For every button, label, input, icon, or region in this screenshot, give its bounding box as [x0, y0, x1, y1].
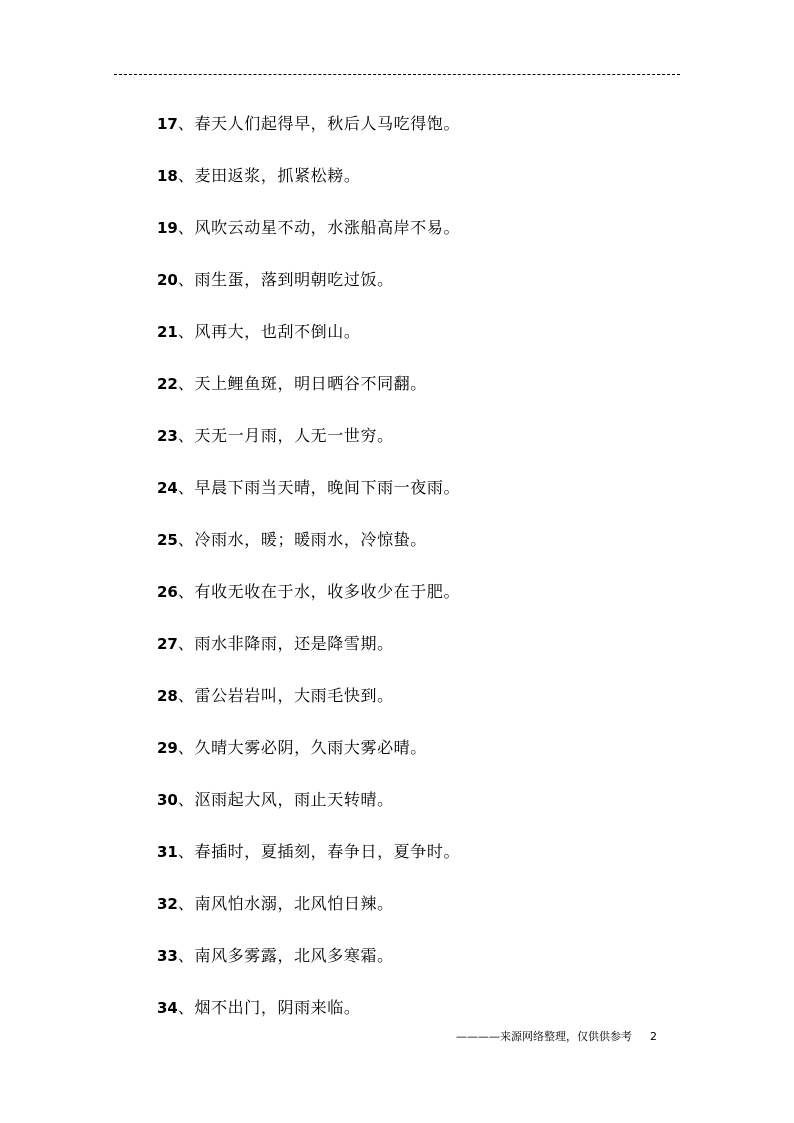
- list-item: [157, 528, 427, 552]
- item-number: 22: [157, 375, 178, 393]
- item-text: 、南风多雾露，北风多寒霜。: [177, 946, 394, 965]
- list-item: [157, 840, 460, 864]
- list-item: [157, 164, 360, 188]
- list-item: [157, 112, 460, 136]
- item-text: 、春插时，夏插刻，春争日，夏争时。: [177, 842, 461, 861]
- item-number: 29: [157, 739, 178, 757]
- item-number: 18: [157, 167, 178, 185]
- list-item: [157, 892, 394, 916]
- item-text: 、雷公岩岩叫，大雨毛快到。: [177, 686, 394, 705]
- item-text: 、烟不出门，阴雨来临。: [177, 998, 361, 1017]
- item-text: 、天无一月雨，人无一世穷。: [177, 426, 394, 445]
- item-text: 、冷雨水，暖；暖雨水，冷惊蛰。: [177, 530, 427, 549]
- item-text: 、沤雨起大风，雨止天转晴。: [177, 790, 394, 809]
- item-number: 19: [157, 219, 178, 237]
- item-number: 21: [157, 323, 178, 341]
- item-text: 、早晨下雨当天晴，晚间下雨一夜雨。: [177, 478, 461, 497]
- list-item: [157, 580, 460, 604]
- item-text: 、麦田返浆，抓紧松耪。: [177, 166, 361, 185]
- list-item: [157, 684, 394, 708]
- item-text: 、雨水非降雨，还是降雪期。: [177, 634, 394, 653]
- list-item: [157, 424, 394, 448]
- list-item: [157, 996, 360, 1020]
- item-number: 24: [157, 479, 178, 497]
- list-item: [157, 320, 360, 344]
- item-number: 26: [157, 583, 178, 601]
- item-text: 、风吹云动星不动，水涨船高岸不易。: [177, 218, 461, 237]
- item-number: 25: [157, 531, 178, 549]
- list-item: [157, 216, 460, 240]
- item-number: 17: [157, 115, 178, 133]
- item-text: 、风再大，也刮不倒山。: [177, 322, 361, 341]
- item-number: 32: [157, 895, 178, 913]
- item-number: 34: [157, 999, 178, 1017]
- page-number: 2: [650, 1030, 657, 1043]
- item-text: 、雨生蛋，落到明朝吃过饭。: [177, 270, 394, 289]
- item-text: 、春天人们起得早，秋后人马吃得饱。: [177, 114, 461, 133]
- item-text: 、有收无收在于水，收多收少在于肥。: [177, 582, 461, 601]
- header-dashed-rule: [114, 74, 680, 75]
- list-item: [157, 788, 394, 812]
- item-number: 30: [157, 791, 178, 809]
- item-number: 27: [157, 635, 178, 653]
- item-number: 28: [157, 687, 178, 705]
- list-item: [157, 476, 460, 500]
- list-item: [157, 944, 394, 968]
- page-footer: [456, 1030, 657, 1044]
- item-number: 20: [157, 271, 178, 289]
- item-text: 、南风怕水溺，北风怕日辣。: [177, 894, 394, 913]
- item-number: 31: [157, 843, 178, 861]
- list-item: [157, 632, 394, 656]
- item-text: 、天上鲤鱼斑，明日晒谷不同翻。: [177, 374, 427, 393]
- footer-source-note: ————来源网络整理，仅供供参考: [456, 1030, 632, 1043]
- list-item: [157, 268, 394, 292]
- item-number: 33: [157, 947, 178, 965]
- list-item: [157, 372, 427, 396]
- list-item: [157, 736, 427, 760]
- item-number: 23: [157, 427, 178, 445]
- item-text: 、久晴大雾必阴，久雨大雾必晴。: [177, 738, 427, 757]
